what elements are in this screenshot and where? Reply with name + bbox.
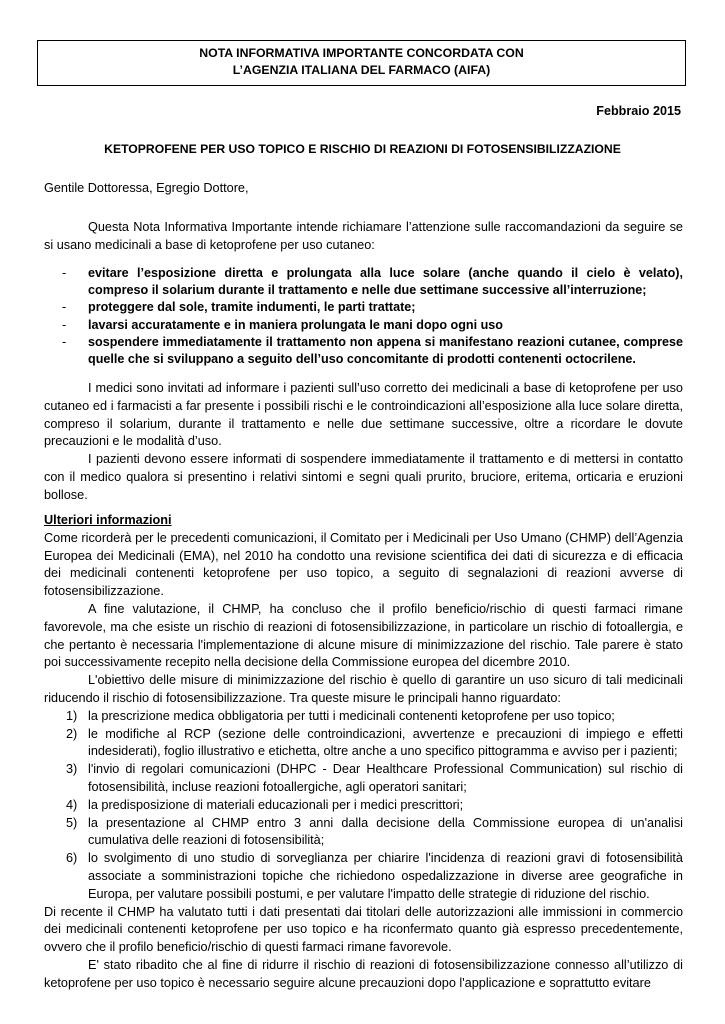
item-text: lo svolgimento di uno studio di sorveglianza per chiarire l'incidenza di reazioni gravi di fotosensibilità associate a somministrazioni topiche che richiedono ospedalizzazione in diverse aree geografiche in Europa, per valutare possibili postumi, e per valutare l'impatto delle strategie di riduzione del rischio. bbox=[88, 851, 683, 901]
document-subject: KETOPROFENE PER USO TOPICO E RISCHIO DI REAZIONI DI FOTOSENSIBILIZZAZIONE bbox=[104, 142, 621, 156]
further-paragraph-2: A fine valutazione, il CHMP, ha concluso che il profilo beneficio/rischio di questi farmaci rimane favorevole, ma che esiste un rischio di reazioni di fotosensibilizzazione, in particolare un rischio di fotoallergia, e che pertanto è necessaria l'implementazione di alcune misure di minimizzazione del rischio. Tale parere è stato poi successivamente recepito nella decisione della Commissione europea del dicembre 2010. bbox=[44, 601, 683, 670]
list-item bbox=[44, 334, 683, 368]
closing-paragraph-1: Di recente il CHMP ha valutato tutti i dati presentati dai titolari delle autorizzazioni alle immissioni in commercio dei medicinali contenenti ketoprofene per uso topico e ha riconfermato quanto già espresso precedentemente, ovvero che il profilo beneficio/rischio di questi farmaci rimane favorevole. bbox=[44, 904, 683, 955]
further-info-section bbox=[44, 512, 683, 993]
list-item bbox=[44, 726, 683, 762]
document-date: Febbraio 2015 bbox=[596, 104, 681, 118]
item-number: 2) bbox=[66, 726, 78, 741]
bullet-dash: - bbox=[62, 334, 67, 349]
list-item bbox=[44, 797, 683, 815]
bullet-dash: - bbox=[62, 317, 67, 332]
list-item bbox=[44, 317, 683, 334]
item-text: la predisposizione di materiali educazionali per i medici prescrittori; bbox=[88, 797, 464, 812]
item-number: 3) bbox=[66, 762, 78, 777]
measures-list bbox=[44, 708, 683, 904]
recommendations-list bbox=[44, 265, 683, 368]
bullet-dash: - bbox=[62, 300, 67, 315]
item-number: 5) bbox=[66, 815, 78, 830]
bullet-text: proteggere dal sole, tramite indumenti, le parti trattate; bbox=[88, 300, 416, 315]
header-line-1: NOTA INFORMATIVA IMPORTANTE CONCORDATA CON bbox=[199, 46, 524, 60]
bullet-dash: - bbox=[62, 266, 67, 280]
item-text: l'invio di regolari comunicazioni (DHPC - Dear Healthcare Professional Communication) sul rischio di fotosensibilità, incluse reazioni fotoallergiche, agli operatori sanitari; bbox=[88, 762, 683, 794]
bullet-text: lavarsi accuratamente e in maniera prolungata le mani dopo ogni uso bbox=[88, 317, 504, 332]
bullet-text: sospendere immediatamente il trattamento non appena si manifestano reazioni cutanee, comprese quelle che si sviluppano a seguito dell’uso concomitante di prodotti contenenti octocrilene. bbox=[88, 334, 683, 367]
salutation: Gentile Dottoressa, Egregio Dottore, bbox=[44, 181, 249, 195]
header-box bbox=[37, 40, 686, 86]
list-item bbox=[44, 265, 683, 299]
list-item bbox=[44, 815, 683, 851]
intro-text: Questa Nota Informativa Importante intende richiamare l’attenzione sulle raccomandazioni da seguire se si usano medicinali a base di ketoprofene per uso cutaneo: bbox=[44, 220, 683, 252]
item-text: le modifiche al RCP (sezione delle controindicazioni, avvertenze e precauzioni di impiego e effetti indesiderati), foglio illustrativo e etichetta, oltre anche a uno specifico pittogramma e avviso per i pazienti; bbox=[88, 726, 683, 759]
closing-paragraph-2: E' stato ribadito che al fine di ridurre il rischio di reazioni di fotosensibilizzazione connesso all’utilizzo di ketoprofene per uso topico è necessario seguire alcune precauzioni dopo l'applicazione e soprattutto evitare bbox=[44, 957, 683, 990]
item-number: 6) bbox=[66, 851, 78, 866]
list-item bbox=[44, 299, 683, 316]
header-line-2: L’AGENZIA ITALIANA DEL FARMACO (AIFA) bbox=[232, 63, 491, 77]
list-item bbox=[44, 708, 683, 726]
patients-paragraph: I pazienti devono essere informati di sospendere immediatamente il trattamento e di mettersi in contatto con il medico qualora si presentino i relativi sintomi e segni quali prurito, bruciore, eritema, orticaria e eruzioni bollose. bbox=[44, 452, 683, 502]
bullet-text: evitare l’esposizione diretta e prolungata alla luce solare (anche quando il cielo è velato), compreso il solarium durante il trattamento e nelle due settimane successive all’interruzione; bbox=[88, 266, 683, 298]
list-item bbox=[44, 850, 683, 903]
body-paragraphs bbox=[44, 380, 683, 505]
further-paragraph-3: L'obiettivo delle misure di minimizzazione del rischio è quello di garantire un uso sicuro di tali medicinali riducendo il rischio di fotosensibilizzazione. Tra queste misure le principali hanno riguardato: bbox=[44, 673, 683, 705]
item-number: 1) bbox=[66, 708, 78, 723]
intro-paragraph bbox=[44, 219, 683, 255]
item-text: la presentazione al CHMP entro 3 anni dalla decisione della Commissione europea di un'analisi cumulativa delle reazioni di fotosensibilità; bbox=[88, 815, 683, 848]
physicians-paragraph: I medici sono invitati ad informare i pazienti sull’uso corretto dei medicinali a base di ketoprofene per uso cutaneo ed i farmacisti a far presente i possibili rischi e le controindicazioni all’esposizione alla luce solare diretta, compreso il solarium, durante il trattamento e nelle due settimane successive, oltre a ricordare le dovute precauzioni e le modalità d’uso. bbox=[44, 381, 683, 449]
item-text: la prescrizione medica obbligatoria per tutti i medicinali contenenti ketoprofene per uso topico; bbox=[88, 708, 615, 723]
section-heading: Ulteriori informazioni bbox=[44, 513, 172, 527]
item-number: 4) bbox=[66, 797, 78, 812]
further-paragraph-1: Come ricorderà per le precedenti comunicazioni, il Comitato per i Medicinali per Uso Umano (CHMP) dell’Agenzia Europea dei Medicinali (EMA), nel 2010 ha condotto una revisione scientifica dei dati di sicurezza e di efficacia dei medicinali contenenti ketoprofene per uso topico, a seguito di segnalazioni di reazioni avverse di fotosensibilizzazione. bbox=[44, 530, 683, 599]
list-item bbox=[44, 761, 683, 797]
